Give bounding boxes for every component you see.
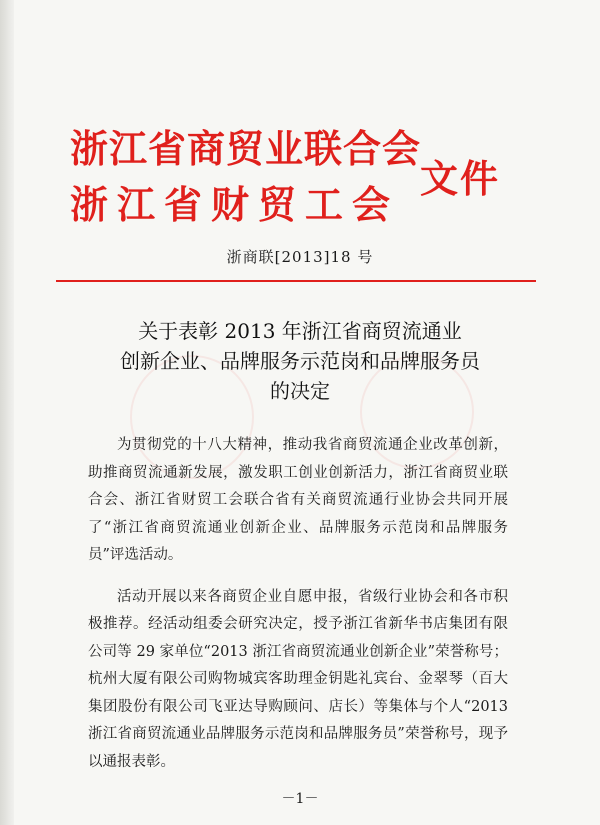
document-number: 浙商联[2013]18 号 — [226, 248, 374, 266]
red-divider — [56, 280, 536, 282]
page-number: －1－ — [281, 791, 319, 807]
title-line-1: 关于表彰 2013 年浙江省商贸流通业 — [138, 319, 462, 343]
document-type-label: 文件 — [420, 157, 501, 201]
title-line-3: 的决定 — [270, 379, 330, 403]
document-title — [0, 316, 600, 406]
body-paragraph-1: 为贯彻党的十八大精神，推动我省商贸流通企业改革创新，助推商贸流通新发展，激发职工创业创新活力，浙江省商贸业联合会、浙江省财贸工会联合省有关商贸流通行业协会共同开展了“浙江省商贸流通业创新企业、品牌服务示范岗和品牌服务员”评选活动。 — [88, 437, 508, 563]
binding-edge — [0, 0, 14, 825]
issuing-org-2: 浙江省财贸工会 — [70, 183, 400, 227]
document-header — [70, 118, 540, 230]
document-body — [88, 432, 508, 790]
issuing-org-1: 浙江省商贸业联合会 — [70, 127, 422, 171]
title-line-2: 创新企业、品牌服务示范岗和品牌服务员 — [120, 349, 480, 373]
body-paragraph-2: 活动开展以来各商贸企业自愿申报，省级行业协会和各市积极推荐。经活动组委会研究决定，授予浙江省新华书店集团有限公司等 29 家单位“2013 浙江省商贸流通业创新企业”荣誉称号；杭州大厦有限公司购物城宾客助理金钥匙礼宾台、金翠琴（百大集团股份有限公司飞亚达导购顾问、店长）等集体与个人“2013 浙江省商贸流通业品牌服务示范岗和品牌服务员”荣誉称号，现予以通报表彰。 — [88, 588, 508, 770]
